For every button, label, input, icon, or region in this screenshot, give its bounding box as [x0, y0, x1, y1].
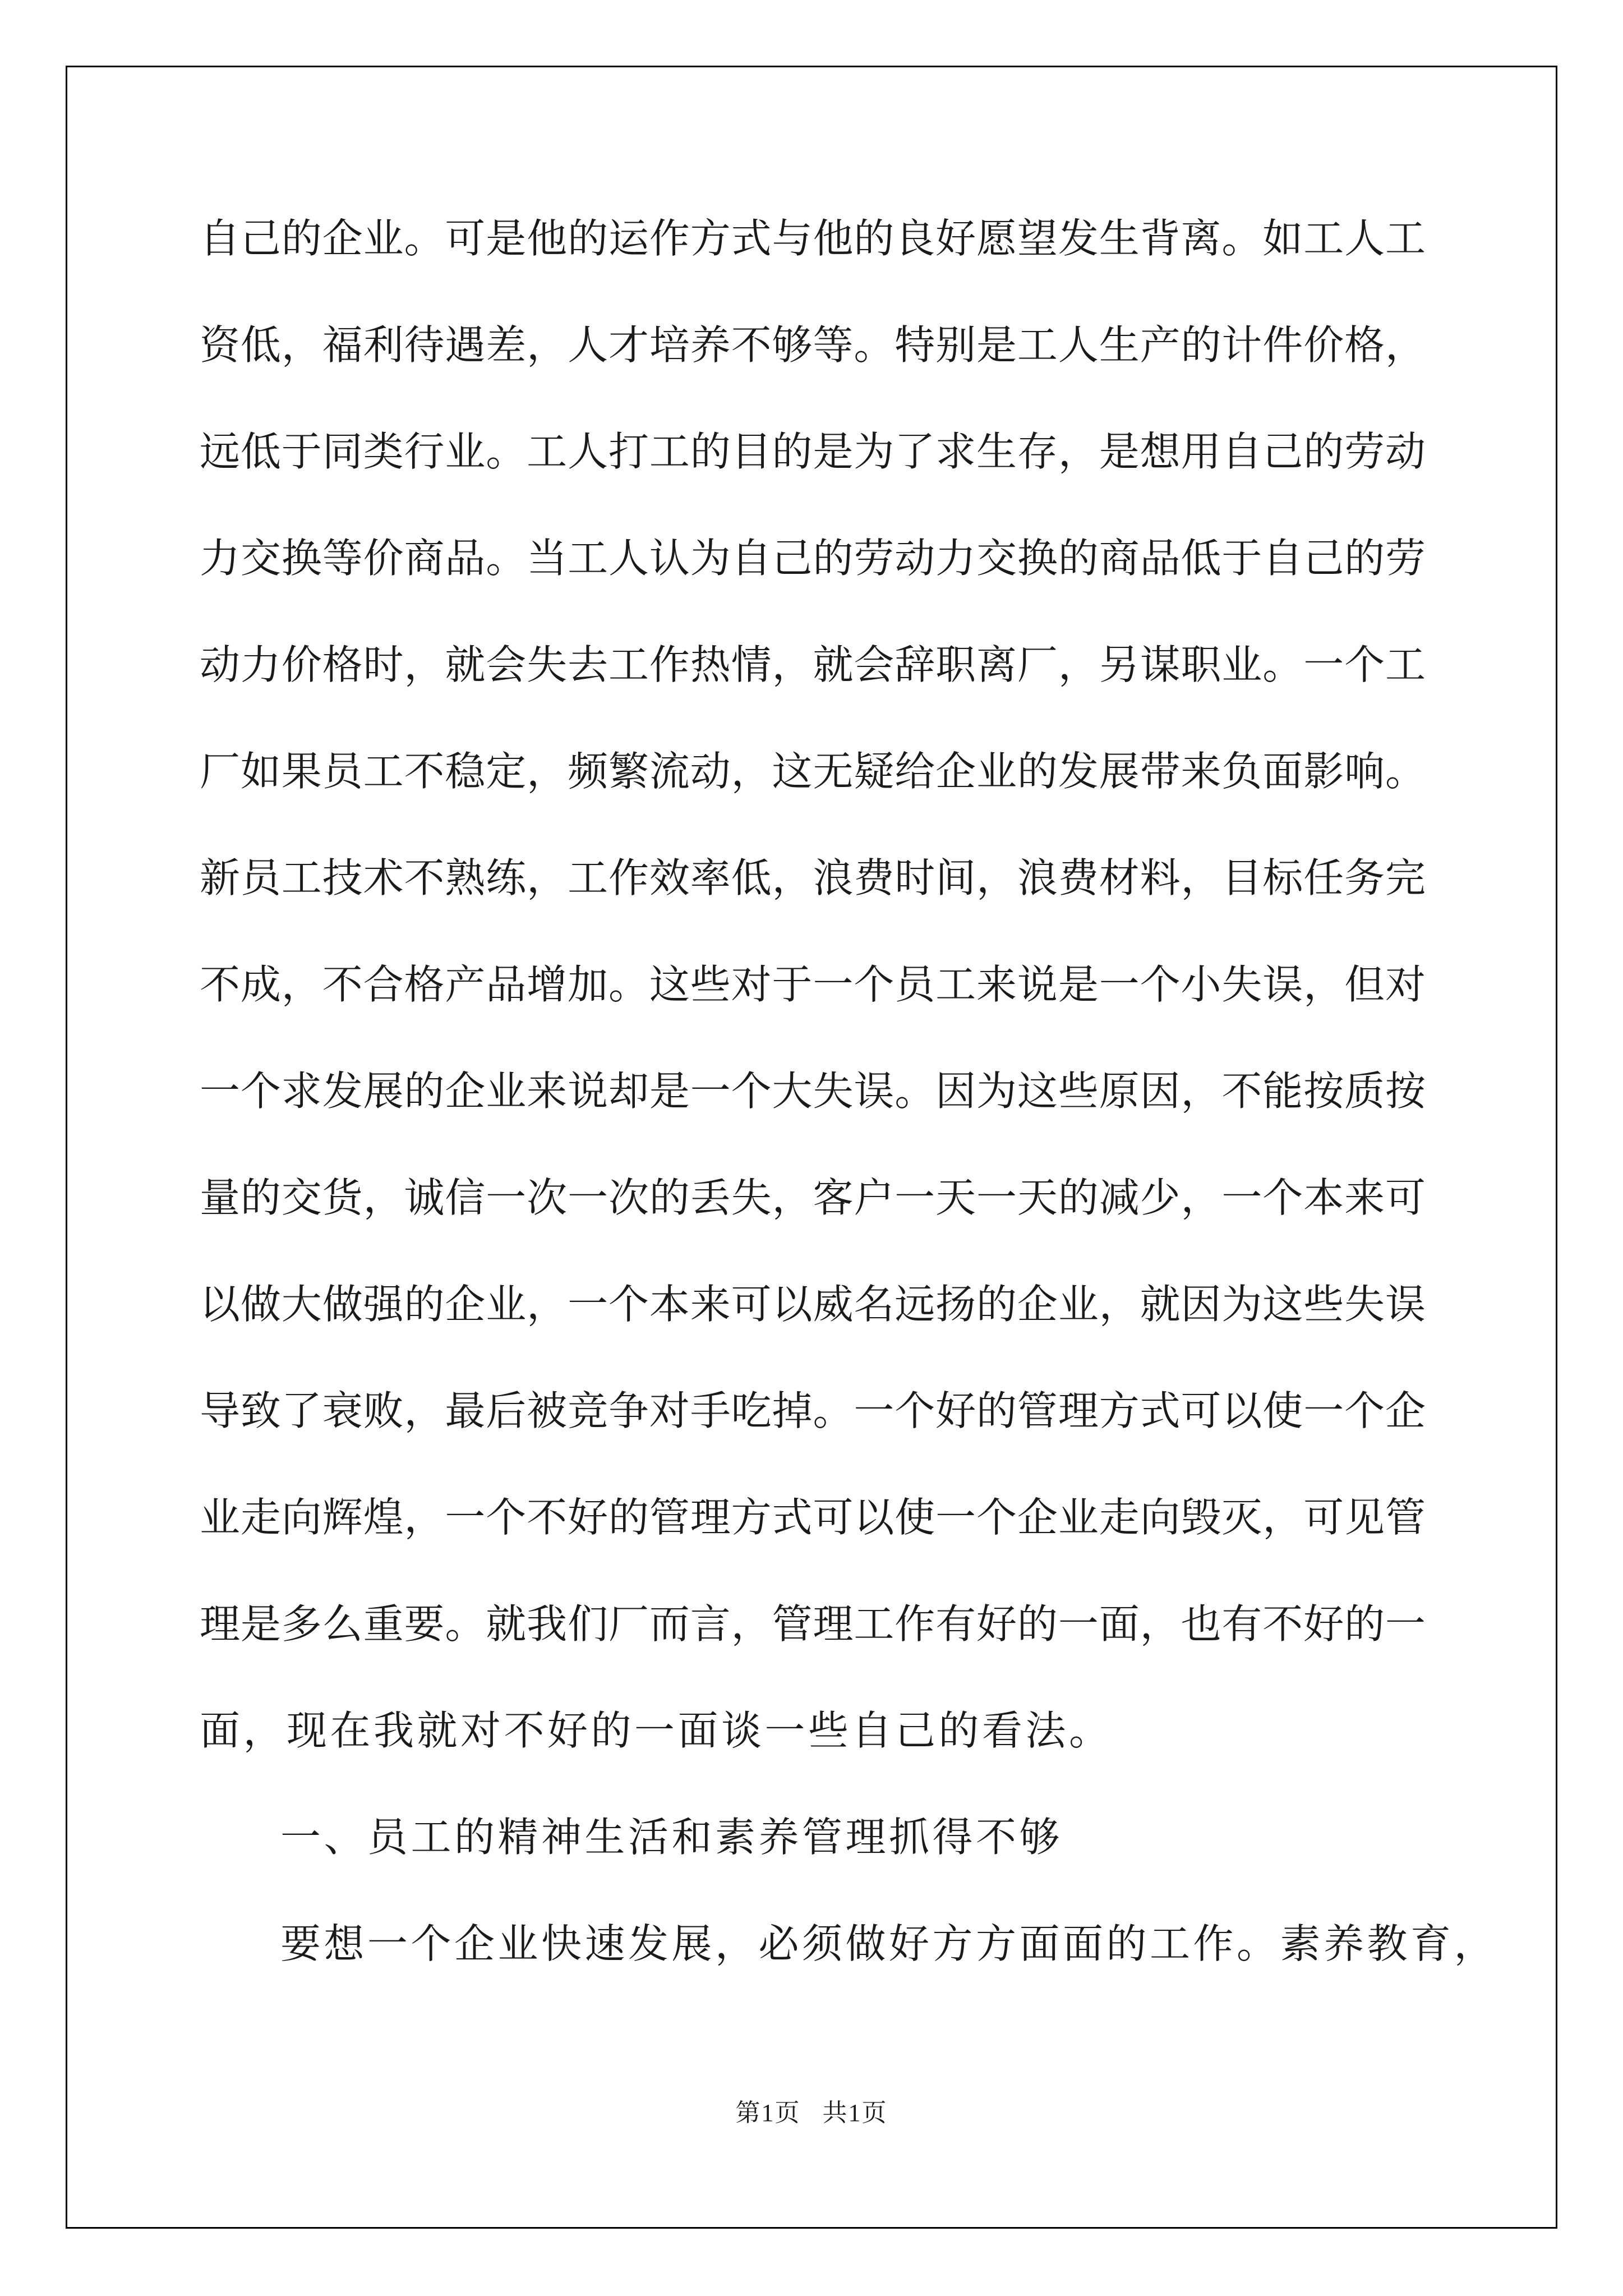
page-footer [0, 2092, 1623, 2128]
text-line: 自己的企业。可是他的运作方式与他的良好愿望发生背离。如工人工 [200, 215, 1426, 262]
text-line: 资低，福利待遇差，人才培养不够等。特别是工人生产的计件价格， [200, 321, 1426, 369]
page-number: 第1页 [735, 2099, 801, 2127]
text-line: 新员工技术不熟练，工作效率低，浪费时间，浪费材料，目标任务完 [200, 854, 1426, 901]
text-line: 以做大做强的企业，一个本来可以威名远扬的企业，就因为这些失误 [200, 1281, 1426, 1328]
text-line: 导致了衰败，最后被竞争对手吃掉。一个好的管理方式可以使一个企 [200, 1387, 1426, 1434]
text-line: 一个求发展的企业来说却是一个大失误。因为这些原因，不能按质按 [200, 1068, 1426, 1115]
text-line: 量的交货，诚信一次一次的丢失，客户一天一天的减少，一个本来可 [200, 1174, 1426, 1221]
paragraph-start: 要想一个企业快速发展，必须做好方方面面的工作。素养教育， [280, 1920, 1498, 1967]
page-total: 共1页 [822, 2099, 888, 2127]
text-line: 业走向辉煌，一个不好的管理方式可以使一个企业走向毁灭，可见管 [200, 1494, 1426, 1541]
text-line: 动力价格时，就会失去工作热情，就会辞职离厂，另谋职业。一个工 [200, 641, 1426, 688]
text-line: 力交换等价商品。当工人认为自己的劳动力交换的商品低于自己的劳 [200, 535, 1426, 582]
text-line: 面，现在我就对不好的一面谈一些自己的看法。 [200, 1707, 1113, 1754]
document-body [200, 210, 1498, 2022]
text-line: 不成，不合格产品增加。这些对于一个员工来说是一个小失误，但对 [200, 961, 1426, 1008]
text-line: 理是多么重要。就我们厂而言，管理工作有好的一面，也有不好的一 [200, 1600, 1426, 1648]
section-heading: 一、员工的精神生活和素养管理抓得不够 [280, 1814, 1063, 1861]
text-line: 远低于同类行业。工人打工的目的是为了求生存，是想用自己的劳动 [200, 428, 1426, 475]
text-line: 厂如果员工不稳定，频繁流动，这无疑给企业的发展带来负面影响。 [200, 748, 1426, 795]
